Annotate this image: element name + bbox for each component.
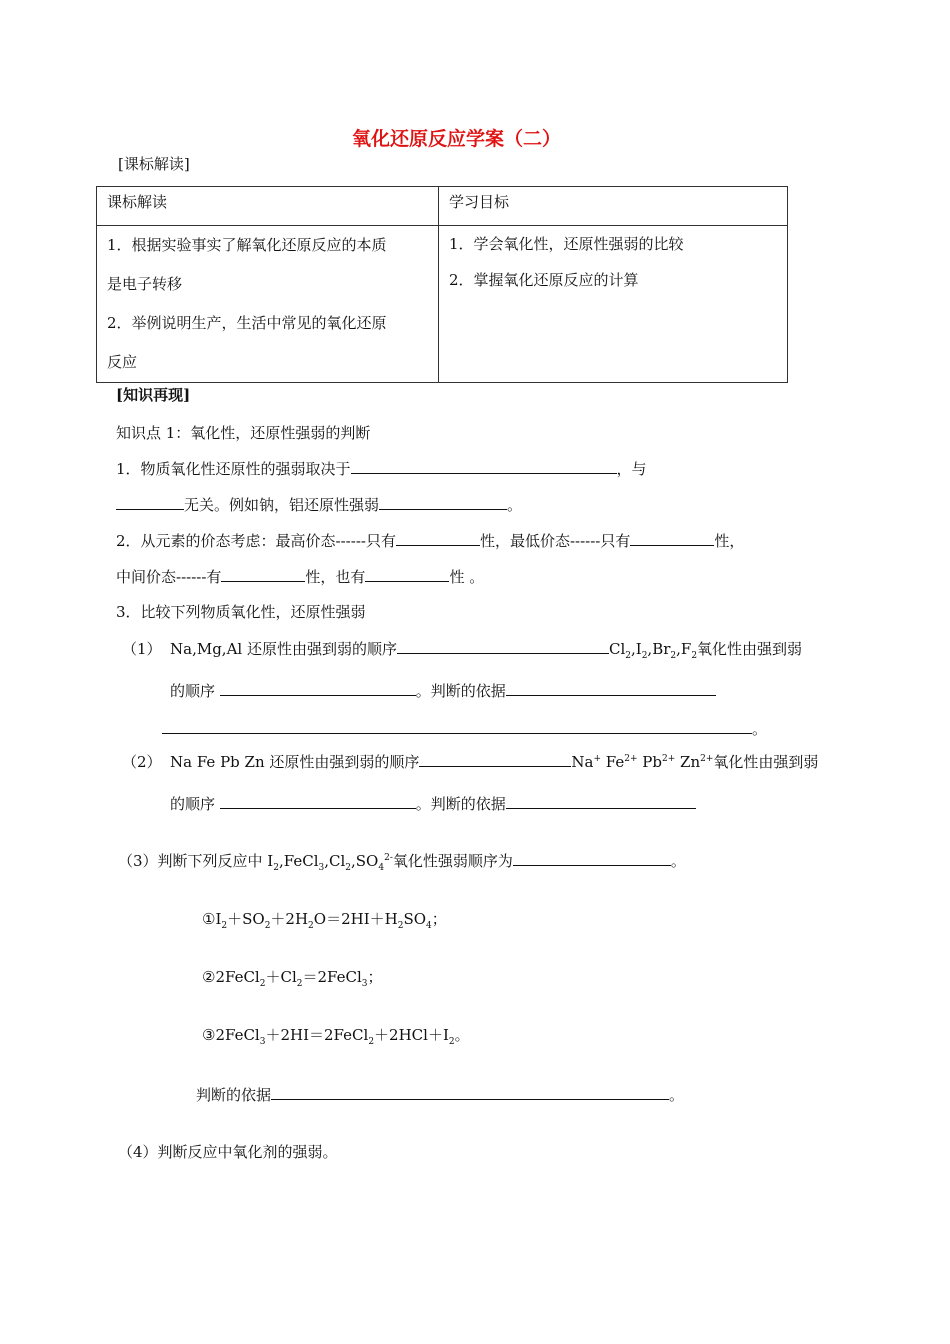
curriculum-table <box>96 186 788 383</box>
objective-line: 1．学会氧化性，还原性强弱的比较 <box>449 235 684 253</box>
objectives-cell <box>439 226 788 383</box>
table-header-curriculum: 课标解读 <box>97 187 439 226</box>
section-label-review: [知识再现] <box>116 386 191 404</box>
part-2-number: （2） <box>122 753 162 771</box>
blank[interactable] <box>162 718 752 734</box>
blank[interactable] <box>271 1084 669 1100</box>
reaction-1: $①I_2+SO_2+2H_2O=2HI+H_2SO_4$； <box>202 910 447 931</box>
blank[interactable] <box>396 530 480 546</box>
curriculum-cell <box>97 226 439 383</box>
blank[interactable] <box>365 566 449 582</box>
blank[interactable] <box>513 850 671 866</box>
part-4: （4）判断反应中氧化剂的强弱。 <box>118 1143 338 1161</box>
blank[interactable] <box>397 638 609 654</box>
blank[interactable] <box>506 680 716 696</box>
blank[interactable] <box>116 494 184 510</box>
part-3-line: （3）判断下列反应中 $I_2,FeCl_3,Cl_2,SO_4^{2-}$氧化性强弱顺序为 。 <box>118 852 686 873</box>
part-1-line-3: 。 <box>162 718 767 739</box>
question-3: 3．比较下列物质氧化性，还原性强弱 <box>116 603 366 621</box>
question-1-line-1: 1．物质氧化性还原性的强弱取决于 ，与 <box>116 460 647 478</box>
part-1-line-1: Na,Mg,Al 还原性由强到弱的顺序 $Cl_2,I_2,Br_2,F_2$氧化性由强到弱 <box>170 640 803 661</box>
blank[interactable] <box>506 793 696 809</box>
blank[interactable] <box>379 494 507 510</box>
curriculum-line: 1．根据实验事实了解氧化还原反应的本质 <box>107 236 387 254</box>
part-1-line-2: 的顺序 。判断的依据 <box>170 680 716 701</box>
objective-line: 2．掌握氧化还原反应的计算 <box>449 271 639 289</box>
page-title: 氧化还原反应学案（二） <box>352 128 562 150</box>
reaction-3: $③2FeCl_3+2HI=2FeCl_2+2HCl+I_2$。 <box>202 1026 470 1047</box>
question-2-line-1: 2．从元素的价态考虑：最高价态------只有 性，最低价态------只有 性， <box>116 532 745 550</box>
question-2-line-2: 中间价态------有 性，也有 性 。 <box>116 568 485 586</box>
knowledge-point-1: 知识点 1：氧化性，还原性强弱的判断 <box>116 424 371 442</box>
blank[interactable] <box>220 680 416 696</box>
blank[interactable] <box>630 530 714 546</box>
curriculum-line: 反应 <box>107 353 138 371</box>
blank[interactable] <box>220 793 416 809</box>
table-header-objectives: 学习目标 <box>439 187 788 226</box>
curriculum-line: 2．举例说明生产，生活中常见的氧化还原 <box>107 314 387 332</box>
reaction-2: $②2FeCl_2+Cl_2=2FeCl_3$； <box>202 968 383 989</box>
blank[interactable] <box>221 566 305 582</box>
curriculum-line: 是电子转移 <box>107 275 183 293</box>
blank[interactable] <box>419 751 571 767</box>
blank[interactable] <box>351 458 617 474</box>
part-1-number: （1） <box>122 640 162 658</box>
basis-line: 判断的依据 。 <box>196 1086 685 1104</box>
question-1-line-2: 无关。例如钠，铝还原性强弱 。 <box>116 494 522 515</box>
part-2-line-1: Na Fe Pb Zn 还原性由强到弱的顺序 Na+ $Fe^{2+}$ $Pb^{2+}$ $Zn^{2+}$氧化性由强到弱 <box>170 753 819 771</box>
section-label-curriculum: [课标解读] <box>118 155 190 173</box>
part-2-line-2: 的顺序 。判断的依据 <box>170 793 696 814</box>
